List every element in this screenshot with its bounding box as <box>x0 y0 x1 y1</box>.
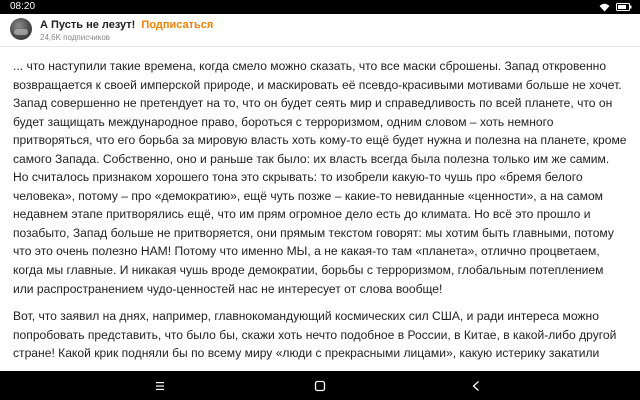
back-icon[interactable] <box>468 378 484 394</box>
battery-icon <box>616 3 632 11</box>
home-icon[interactable] <box>312 378 328 394</box>
article-body <box>13 57 627 372</box>
article-paragraph-2: Вот, что заявил на днях, например, главнокомандующий космических сил США, и ради интереса можно попробовать представить, что было бы, скажи хоть нечто подобное в России, в Китае, в какой-либо другой стране! Какой крик подняли бы по всему миру «люди с прекрасными лицами», какую истерику закатили <box>13 309 617 361</box>
channel-name[interactable]: А Пусть не лезут! <box>40 19 136 31</box>
status-icons <box>599 0 632 14</box>
channel-header <box>0 14 640 47</box>
status-bar <box>0 0 640 14</box>
channel-title-row <box>40 19 213 31</box>
navigation-bar <box>0 371 640 400</box>
wifi-icon <box>599 3 610 12</box>
channel-avatar[interactable] <box>10 18 32 40</box>
subscriber-count: 24,6K подписчиков <box>40 33 111 42</box>
article-paragraph-1: ... что наступили такие времена, когда смело можно сказать, что все маски сброшены. Запад откровенно возвращается к своей имперской природе, и маскировать её псевдо-красивыми мотивами больше не хочет. Запад совершенно не претендует на то, что он будет сеять мир и справедливость по всей планете, что он будет защищать международное право, бороться с терроризмом, одним словом – хоть немного притворяться, что его борьба за мировую власть хоть кому-то ещё будет нужна и полезна на планете, кроме самого Запада. Собственно, оно и раньше так было: их власть всегда была полезна только им же самим. Но считалось признаком хорошего тона это скрывать: то изобрели какую-то чушь про «бремя белого человека», потому – про «демократию», ещё чуть позже – какие-то невиданные «ценности», а на самом недавнем этапе притворялись ещё, что им прям огромное дело есть до климата. Но всё это прошло и позабыто, Запад больше не притворяется, они прямым текстом говорят: мы хотим быть главными, потому что это очень полезно НАМ! Потому что именно МЫ, а не какая-то там «планета», отлично процветаем, когда мы главные. И никакая чушь вроде демократии, борьбы с терроризмом, глобальным потеплением или распространением чудо-ценностей нас не интересует от слова вообще! <box>13 59 627 296</box>
status-time: 08:20 <box>10 1 36 12</box>
subscribe-button[interactable]: Подписаться <box>141 19 214 31</box>
menu-icon[interactable] <box>152 378 168 394</box>
